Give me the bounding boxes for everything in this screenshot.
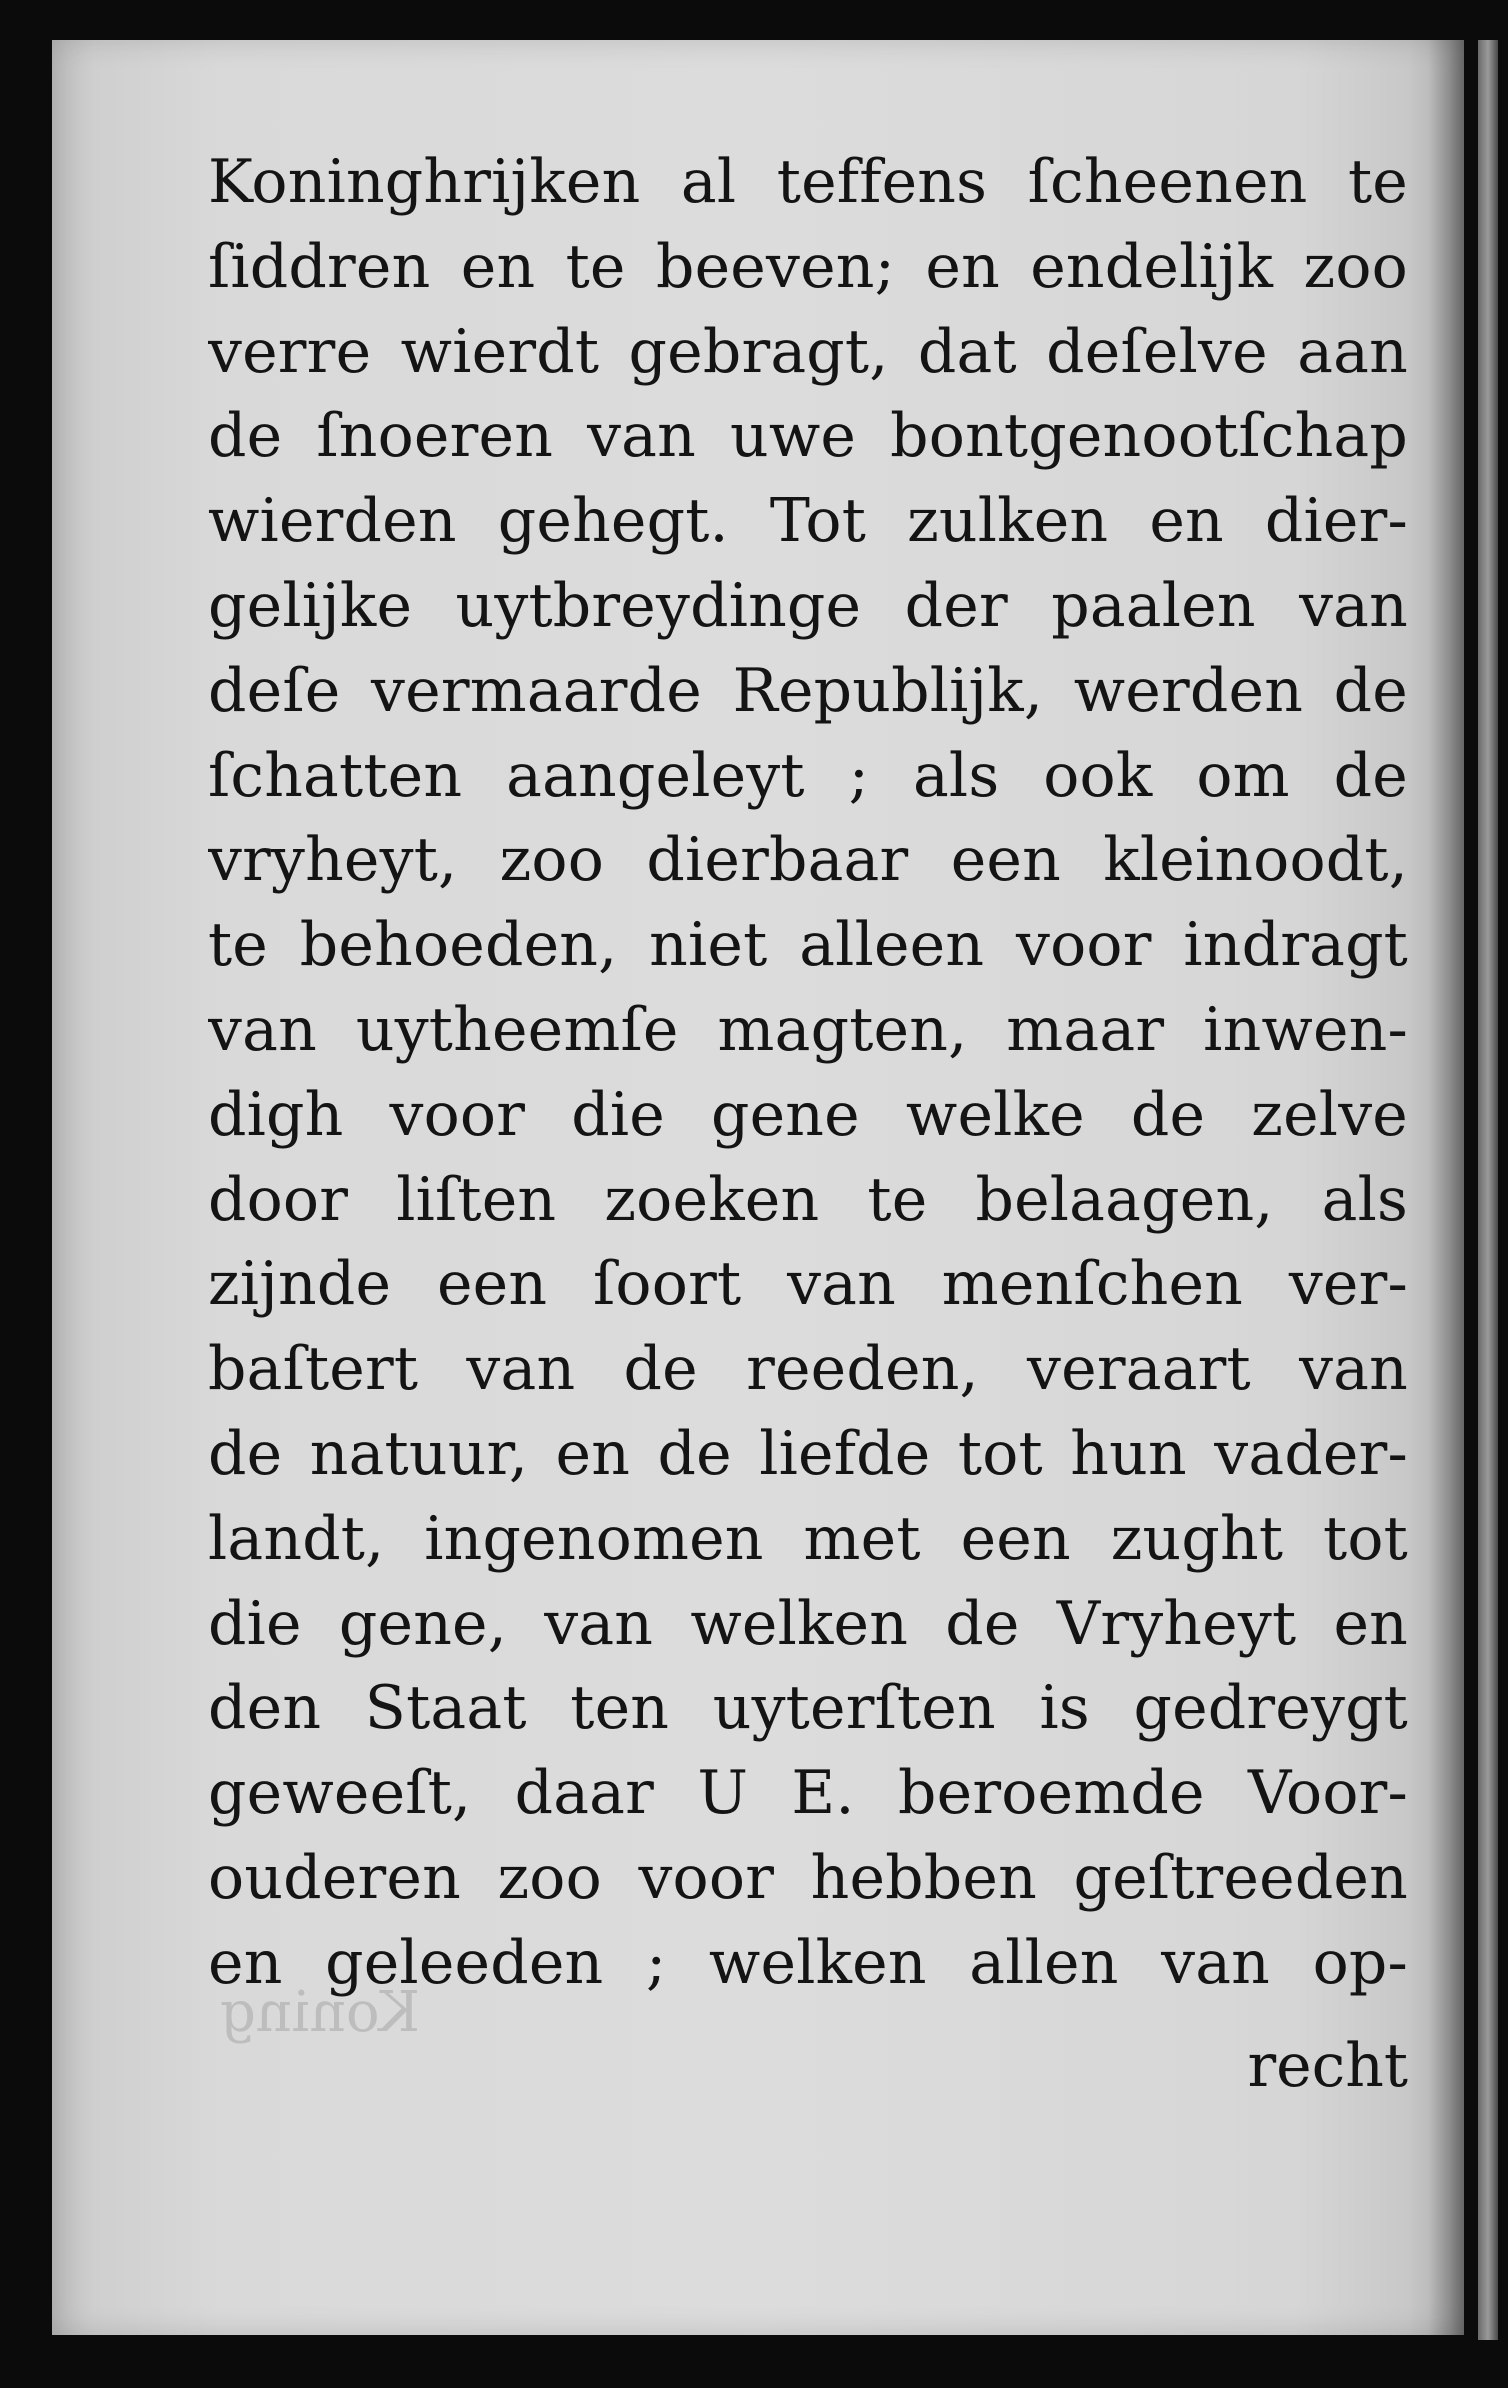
text-line-8: ſchatten aangeleyt ; als ook om de — [208, 740, 1408, 811]
text-line-11: van uytheemſe magten, maar inwen- — [208, 994, 1408, 1065]
text-line-2: ſiddren en te beeven; en endelijk zoo — [208, 231, 1408, 302]
text-line-12: digh voor die gene welke de zelve — [208, 1079, 1408, 1150]
text-line-4: de ſnoeren van uwe bontgenootſchap — [208, 401, 1408, 472]
text-line-7: deſe vermaarde Republijk, werden de — [208, 655, 1408, 726]
bleed-through-text: Koning — [220, 1980, 420, 2045]
text-line-20: geweeſt, daar U E. beroemde Voor- — [208, 1758, 1408, 1829]
catchword: recht — [1247, 2031, 1408, 2101]
text-line-10: te behoeden, niet alleen voor indragt — [208, 910, 1408, 981]
text-line-17: landt, ingenomen met een zught tot — [208, 1503, 1408, 1574]
text-line-19: den Staat ten uyterſten is gedreygt — [208, 1673, 1408, 1744]
text-line-22: en geleeden ; welken allen van op- — [208, 1927, 1408, 1998]
text-line-1: Koninghrijken al teffens ſcheenen te — [208, 147, 1408, 217]
body-text — [208, 140, 1408, 2006]
text-line-21: ouderen zoo voor hebben geſtreeden — [208, 1842, 1408, 1913]
text-line-3: verre wierdt gebragt, dat deſelve aan — [208, 316, 1408, 387]
text-line-16: de natuur, en de liefde tot hun vader- — [208, 1418, 1408, 1489]
page-gutter-shadow — [1428, 40, 1464, 2335]
text-line-9: vryheyt, zoo dierbaar een kleinoodt, — [208, 825, 1408, 896]
text-line-5: wierden gehegt. Tot zulken en dier- — [208, 486, 1408, 557]
text-line-14: zijnde een ſoort van menſchen ver- — [208, 1249, 1408, 1320]
text-line-15: baſtert van de reeden, veraart van — [208, 1334, 1408, 1405]
next-page-edge — [1478, 40, 1498, 2340]
text-line-6: gelijke uytbreydinge der paalen van — [208, 570, 1408, 641]
text-line-13: door liſten zoeken te belaagen, als — [208, 1164, 1408, 1235]
text-line-18: die gene, van welken de Vryheyt en — [208, 1588, 1408, 1659]
